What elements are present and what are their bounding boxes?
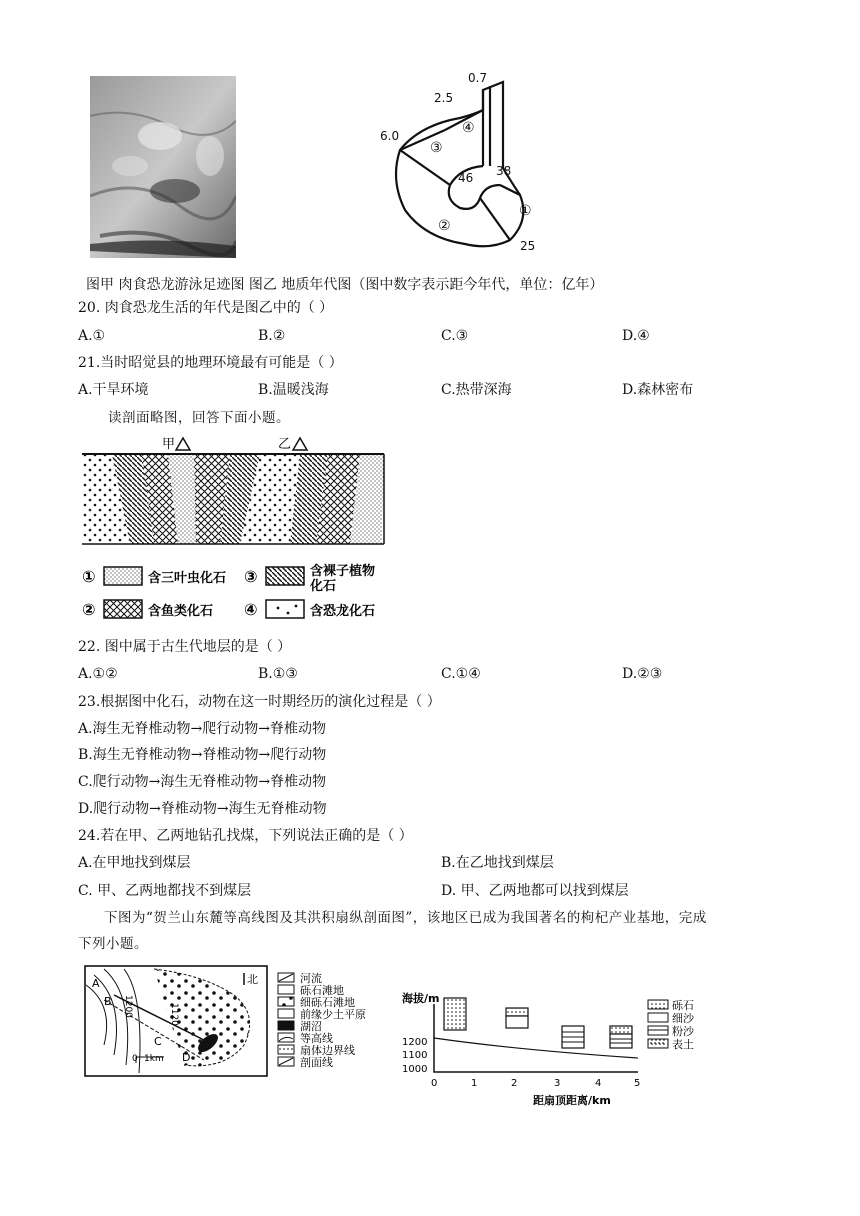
age-label-38: 38 [496,164,512,178]
intro-profile: 读剖面略图，回答下面小题。 [108,410,290,426]
age-label-25: 25 [520,239,536,253]
age-label-2.5: 2.5 [434,91,454,105]
site-yi-label: 乙 [278,437,292,452]
legend-text-2: 含鱼类化石 [148,604,214,619]
north-arrow: 北 [247,973,258,986]
legend-text-3a: 含裸子植物 [310,564,376,579]
segment-3: ③ [430,140,443,156]
legend-num-4: ④ [244,600,258,619]
q24-option-a[interactable]: A.在甲地找到煤层 [78,855,191,871]
q22-option-d[interactable]: D.②③ [622,666,663,682]
map-legend-3: 前缘少土平原 [300,1008,366,1021]
contour-label-1120: 1120 [169,1003,179,1026]
map-legend-0: 河流 [300,972,322,985]
site-yi-marker [293,438,307,450]
contour-map [84,965,384,1110]
legend-num-2: ② [82,600,96,619]
section-ytick-1200: 1200 [402,1037,428,1048]
geologic-time-spiral [370,70,560,254]
age-label-6.0: 6.0 [380,129,400,143]
fan-cross-section [398,990,698,1110]
intro-helan-line2: 下列小题。 [78,936,148,952]
legend-num-1: ① [82,567,96,586]
section-xtick-0: 0 [431,1078,438,1089]
map-point-b: B [104,995,112,1008]
section-legend-3: 表土 [672,1038,694,1051]
q24-option-c[interactable]: C. 甲、乙两地都找不到煤层 [78,883,252,899]
section-xtick-1: 1 [471,1078,478,1089]
q21-option-c[interactable]: C.热带深海 [441,382,512,398]
q21-option-b[interactable]: B.温暖浅海 [258,382,329,398]
map-point-c: C [154,1035,162,1048]
q24-option-d[interactable]: D. 甲、乙两地都可以找到煤层 [441,883,629,899]
legend-num-3: ③ [244,567,258,586]
section-xtick-2: 2 [511,1078,518,1089]
map-legend-7: 剖面线 [300,1056,333,1069]
q20-option-d[interactable]: D.④ [622,328,650,344]
scale-zero: 0 [132,1054,138,1064]
map-legend-2: 细砾石滩地 [300,996,355,1009]
section-legend-1: 细沙 [672,1012,694,1025]
scale-km: 1km [144,1054,164,1064]
q22-option-b[interactable]: B.①③ [258,666,298,682]
q23-option-b[interactable]: B.海生无脊椎动物→脊椎动物→爬行动物 [78,747,327,763]
q22-stem: 22. 图中属于古生代地层的是（ ） [78,639,292,655]
section-xtick-4: 4 [595,1078,602,1089]
map-legend-4: 湖沼 [300,1020,322,1033]
q20-option-c[interactable]: C.③ [441,328,469,344]
segment-1: ① [519,203,532,219]
q21-option-a[interactable]: A.干旱环境 [78,382,149,398]
section-xtick-3: 3 [554,1078,561,1089]
segment-4: ④ [462,120,475,136]
map-point-d: D [182,1051,191,1064]
q21-option-d[interactable]: D.森林密布 [622,382,694,398]
section-ylabel: 海拔/m [402,992,440,1005]
q22-option-a[interactable]: A.①② [78,666,118,682]
segment-2: ② [438,218,451,234]
intro-helan-line1: 下图为“贺兰山东麓等高线图及其洪积扇纵剖面图”，该地区已成为我国著名的枸杞产业基地，完成 [104,910,707,926]
age-label-0.7: 0.7 [468,71,488,85]
legend-text-3b: 化石 [310,579,337,594]
q24-option-b[interactable]: B.在乙地找到煤层 [441,855,554,871]
section-xlabel: 距扇顶距离/km [533,1094,611,1107]
section-ytick-1100: 1100 [402,1050,428,1061]
figure-caption: 图甲 肉食恐龙游泳足迹图 图乙 地质年代图（图中数字表示距今年代，单位：亿年） [86,277,604,293]
map-point-a: A [92,977,100,990]
q23-stem: 23.根据图中化石，动物在这一时期经历的演化过程是（ ） [78,694,441,710]
dinosaur-footprint-photo [90,76,236,258]
age-label-46: 46 [458,171,474,185]
q23-option-c[interactable]: C.爬行动物→海生无脊椎动物→脊椎动物 [78,774,327,790]
q23-option-a[interactable]: A.海生无脊椎动物→爬行动物→脊椎动物 [78,721,327,737]
legend-text-4: 含恐龙化石 [310,604,376,619]
q24-stem: 24.若在甲、乙两地钻孔找煤，下列说法正确的是（ ） [78,828,413,844]
q21-stem: 21.当时昭觉县的地理环境最有可能是（ ） [78,355,343,371]
site-jia-marker [176,438,190,450]
q23-option-d[interactable]: D.爬行动物→脊椎动物→海生无脊椎动物 [78,801,327,817]
section-legend-0: 砾石 [672,999,694,1012]
q22-option-c[interactable]: C.①④ [441,666,481,682]
section-legend-2: 粉沙 [672,1025,694,1038]
stratigraphic-profile [82,432,392,624]
q20-option-a[interactable]: A.① [78,328,106,344]
site-jia-label: 甲 [162,437,176,452]
map-legend-6: 扇体边界线 [300,1044,355,1057]
contour-label-1200: 1200 [123,995,133,1018]
section-xtick-5: 5 [634,1078,641,1089]
map-legend-1: 砾石滩地 [300,984,344,997]
section-ytick-1000: 1000 [402,1064,428,1075]
map-legend-5: 等高线 [300,1032,333,1045]
legend-text-1: 含三叶虫化石 [148,571,227,586]
q20-stem: 20. 肉食恐龙生活的年代是图乙中的（ ） [78,300,334,316]
q20-option-b[interactable]: B.② [258,328,286,344]
